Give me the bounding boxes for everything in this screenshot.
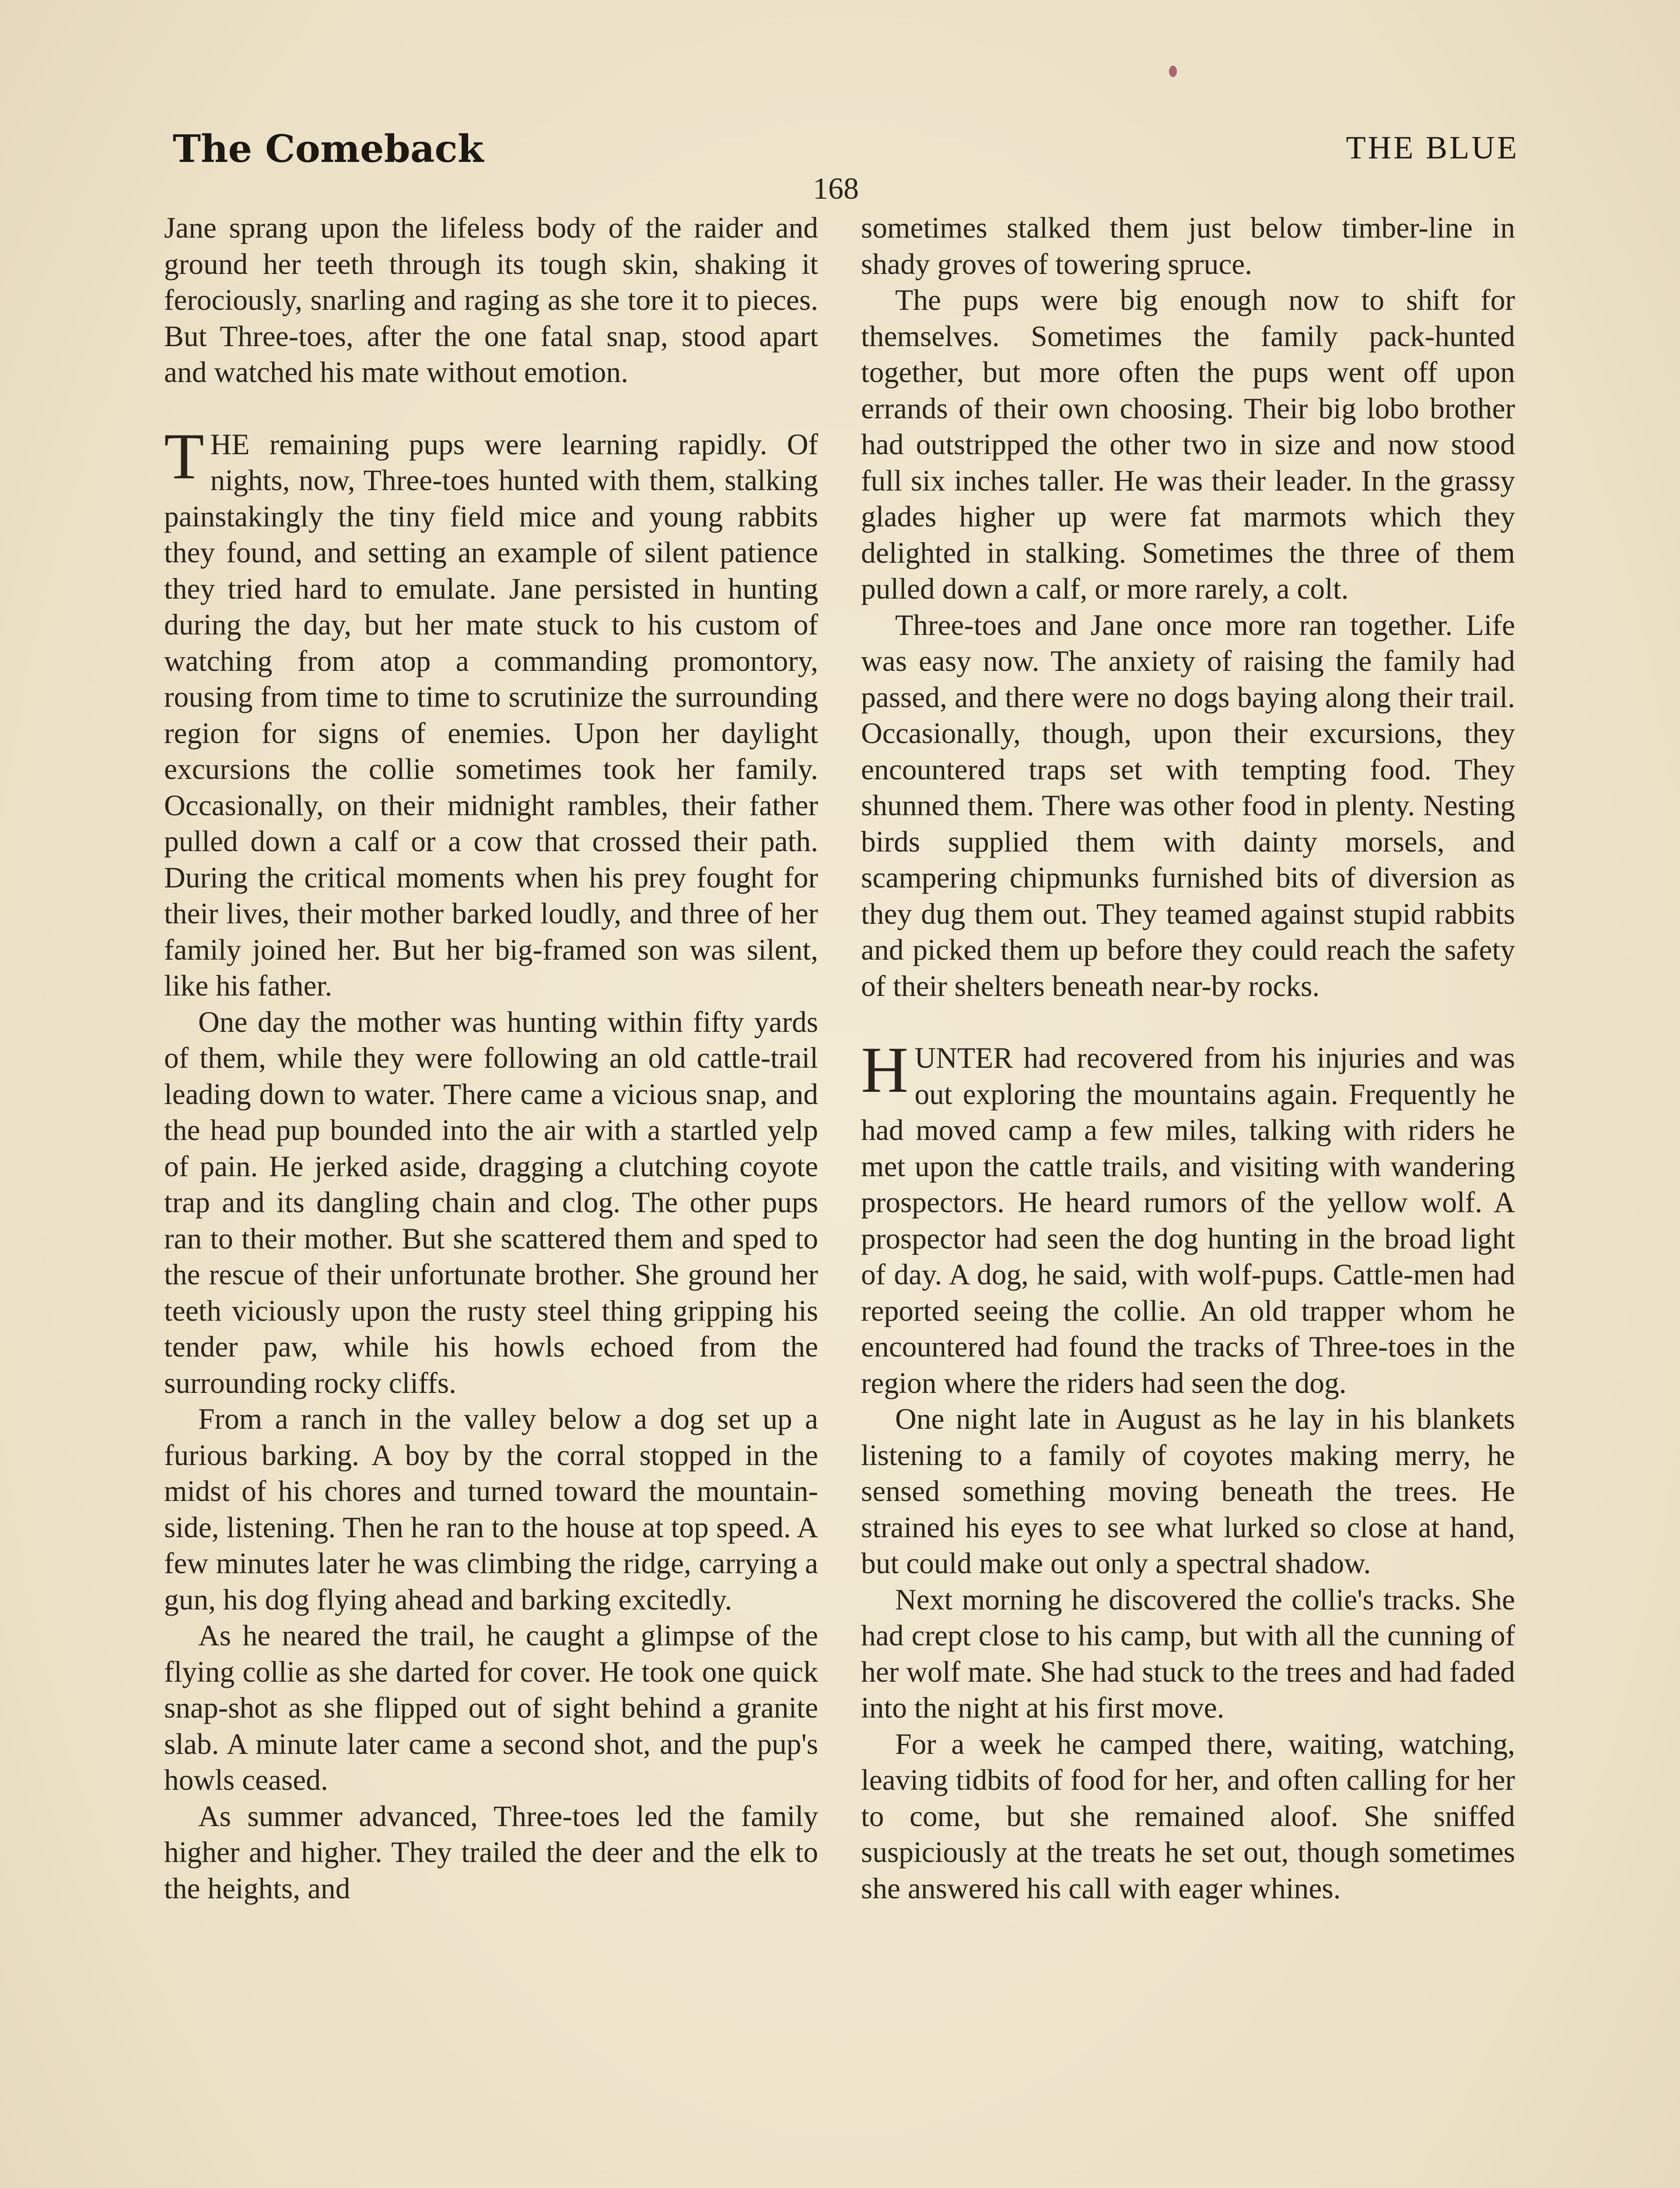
paragraph-text: UNTER had recovered from his injuries and was out exploring the mountains again. Frequently he had moved camp a few miles, talking with riders he met upon the cattle trails, and visiting with wandering prospectors. He heard rumors of the yellow wolf. A prospector had seen the dog hunting in the broad light of day. A dog, he said, with wolf-pups. Cattle-men had reported seeing the collie. An old trapper whom he encountered had found the tracks of Three-toes in the region where the riders had seen the dog. xyxy=(861,1041,1515,1399)
paragraph: sometimes stalked them just below timber-line in shady groves of towering spruce. xyxy=(861,211,1515,281)
paragraph: From a ranch in the valley below a dog set up a furious barking. A boy by the corral stopped in the midst of his chores and turned toward the mountain-side, listening. Then he ran to the house at top speed. A few minutes later he was climbing the ridge, carrying a gun, his dog flying ahead and barking excitedly. xyxy=(164,1403,818,1616)
right-column xyxy=(861,210,1515,1907)
paragraph: Three-toes and Jane once more ran together. Life was easy now. The anxiety of raising the family had passed, and there were no dogs baying along their trail. Occasionally, though, upon their excursions, they encountered traps set with tempting food. They shunned them. There was other food in plenty. Nesting birds supplied them with dainty morsels, and scampering chipmunks furnished bits of diversion as they dug them out. They teamed against stupid rabbits and picked them up before they could reach the safety of their shelters beneath near-by rocks. xyxy=(861,608,1515,1003)
drop-cap: T xyxy=(164,420,204,493)
paragraph: As summer advanced, Three-toes led the family higher and higher. They trailed the deer and the elk to the heights, and xyxy=(164,1799,818,1905)
paragraph-dropcap xyxy=(164,420,818,1004)
left-column xyxy=(164,210,818,1907)
page-number: 168 xyxy=(813,172,859,206)
paragraph-dropcap xyxy=(861,1034,1515,1401)
drop-cap: H xyxy=(861,1034,909,1106)
paragraph: The pups were big enough now to shift for themselves. Sometimes the family pack-hunted together, but more often the pups went off upon errands of their own choosing. Their big lobo brother had outstripped the other two in size and now stood full six inches taller. He was their leader. In the grassy glades higher up were fat marmots which they delighted in stalking. Sometimes the three of them pulled down a calf, or more rarely, a colt. xyxy=(861,284,1515,605)
paragraph: One day the mother was hunting within fifty yards of them, while they were following an old cattle-trail leading down to water. There came a vicious snap, and the head pup bounded into the air with a startled yelp of pain. He jerked aside, dragging a clutching coyote trap and its dangling chain and clog. The other pups ran to their mother. But she scattered them and sped to the rescue of their unfortunate brother. She ground her teeth viciously upon the rusty steel thing gripping his tender paw, while his howls echoed from the surrounding rocky cliffs. xyxy=(164,1005,818,1399)
paragraph: For a week he camped there, waiting, watching, leaving tidbits of food for her, and often calling for her to come, but she remained aloof. She sniffed suspiciously at the treats he set out, though sometimes she answered his call with eager whines. xyxy=(861,1727,1515,1905)
magazine-name: THE BLUE xyxy=(1346,130,1519,166)
ink-spot xyxy=(1169,66,1177,77)
paragraph: As he neared the trail, he caught a glimpse of the flying collie as she darted for cover. He took one quick snap-shot as she flipped out of sight behind a granite slab. A minute later came a second shot, and the pup's howls ceased. xyxy=(164,1619,818,1796)
paragraph: One night late in August as he lay in his blankets listening to a family of coyotes making merry, he sensed something moving beneath the trees. He strained his eyes to see what lurked so close at hand, but could make out only a spectral shadow. xyxy=(861,1403,1515,1580)
story-title: The Comeback xyxy=(173,127,484,171)
paragraph: Jane sprang upon the lifeless body of the raider and ground her teeth through its tough skin, shaking it ferociously, snarling and raging as she tore it to pieces. But Three-toes, after the one fatal snap, stood apart and watched his mate without emotion. xyxy=(164,211,818,389)
paragraph: Next morning he discovered the collie's tracks. She had crept close to his camp, but with all the cunning of her wolf mate. She had stuck to the trees and had faded into the night at his first move. xyxy=(861,1583,1515,1724)
paragraph-text: HE remaining pups were learning rapidly. Of nights, now, Three-toes hunted with them, stalking painstakingly the tiny field mice and young rabbits they found, and setting an example of silent patience they tried hard to emulate. Jane persisted in hunting during the day, but her mate stuck to his custom of watching from atop a commanding promontory, rousing from time to time to scrutinize the surrounding region for signs of enemies. Upon her daylight excursions the collie sometimes took her family. Occasionally, on their midnight rambles, their father pulled down a calf or a cow that crossed their path. During the critical moments when his prey fought for their lives, their mother barked loudly, and three of her family joined her. But her big-framed son was silent, like his father. xyxy=(164,428,818,1002)
